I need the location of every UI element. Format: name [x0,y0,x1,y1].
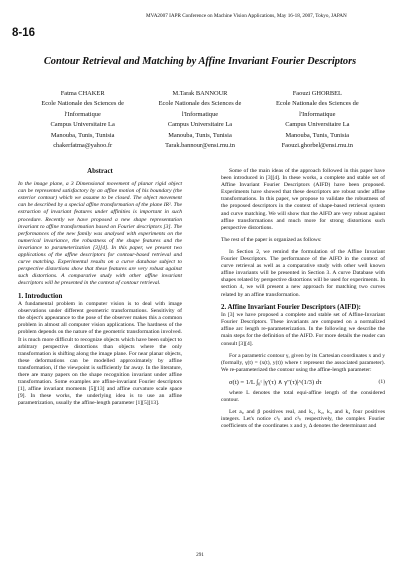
section-2-paragraph: For a parametric contour γ, given by its Cartesian coordinates x and y (formally, γ(t) = (x(t), y(t)) where t represent the associated parameter). We re-parameterized the contour using the affine-length parameter: [221,352,385,373]
abstract-text: In the image plane, a 3 Dimensional movement of planar rigid object can be represented satisfactory by an affine motion of his boundary (the exterior contour) which we assume to be closed. The object movement can be described by a special affine transformation of the plane IR². The extraction of invariant features under affinities is important in such procedure. Recently we have proposed a new shape representation invariant to affine transformation based on Fourier descriptors [3]. The performances of the new family was analysed with experiments on the numerical invariance, the robustness of the shape features and the invariance to parameterization [3][4]. In this paper, we present two applications of the affine descriptors for contour-based retrieval and curve matching. Experimental results on a curve database subject to perspective distortions show that these features are very robust against such distortions. A comparative study with other affine invariant descriptors will be presented in the context of contour retrieval. [18,181,182,287]
conference-header: MVA2007 IAPR Conference on Machine Vision Applications, May 16-18, 2007, Tokyo, JAPAN [146,13,347,19]
section-1-heading: 1. Introduction [18,292,63,300]
author-affiliation: Campus Universitaire La [285,121,350,129]
author-affiliation: Ecole Nationale des Sciences de [41,100,125,108]
equation-formula: σ(t) = 1/L ∫₀ᵗ |γ′(τ) ∧ γ″(τ)|^(1/3) dτ [229,378,322,386]
author-affiliation: l'Informatique [64,110,101,118]
author-affiliation: Ecole Nationale des Sciences de [275,100,359,108]
author-affiliation: Campus Universitaire La [50,121,115,129]
section-2-heading: 2. Affine Invariant Fourier Descriptors (AIFD): [221,303,361,311]
section-1-text: A fundamental problem in computer vision is to deal with image observations under different geometric transformations. Sensitivity of the object's appearance to the pose of the observer makes this a common problem in almost all computer vision applications. The hardness of the problem depends on the nature of the geometric transformation involved. It is much more difficult to recognize objects which have been subject to arbitrary perspective distortions than objects where the only transformation is shifting along the image plane. For near planar objects, these deformations can be modelled approximately by affine transformation, if the viewpoint is sufficiently far away. In the literature, there are many papers on the shape recognition invariant under affine transformation. Some examples are affine-invariant Fourier descriptors [1], affine invariant moments [5][13] and affine curvature scale space [9]. In these works, the underlying idea is to use an affine parametrization, usually the affine-length parameter [1][5][13]. [18,301,182,407]
intro-paragraph: Some of the main ideas of the approach followed in this paper have been introduced in [3][4]. In these works, a complete and stable set of Affine Invariant Fourier Descriptors (AIFD) have been proposed. Experiments have showed that these descriptors are robust under affine transformations. In this paper, we propose to validate the robustness of the proposed descriptors in the context of shape-based retrieval system and curve matching. We will show that the AIFD are very robust against affine transformations and much more for strong distortions such perspective distortions. [221,168,385,231]
author-affiliation: l'Informatique [181,110,219,118]
left-column [18,168,182,413]
section-2-paragraph: In [3] we have proposed a complete and stable set of Affine-Invariant Fourier Descriptors. These invariants are computed on a normalized affine arc length re-parameterization. In the following we describe the main steps for the definition of the AIFD. For more details the reader can consult [3][4]. [221,312,385,347]
organization-paragraph: The rest of the paper is organized as follows: [221,236,322,243]
author-1 [24,89,141,151]
author-name: M.Tarak BANNOUR [172,90,228,97]
author-block [24,89,376,151]
paper-title: Contour Retrieval and Matching by Affine Invariant Fourier Descriptors [43,56,357,67]
author-affiliation: Manouba, Tunis, Tunisia [168,131,232,139]
author-affiliation: l'Informatique [299,110,336,118]
author-email: chakerfatma@yahoo.fr [53,142,113,150]
section-2-paragraph: where L denotes the total equi-affine length of the considered contour. [221,390,385,404]
equation-number: (1) [378,378,385,385]
author-affiliation: Ecole Nationale des Sciences de [158,100,242,108]
author-affiliation: Campus Universitaire La [167,121,233,129]
author-affiliation: Manouba, Tunis, Tunisia [285,131,350,139]
author-2 [141,89,258,151]
right-column [221,168,385,436]
author-email: Tarak.bannour@ensi.rnu.tn [165,142,235,150]
abstract-heading: Abstract [87,168,113,175]
author-name: Faouzi GHORBEL [292,90,342,97]
section-2-paragraph: Let a₀ and β positives real, and k₁, k₂, k₃ and k₄ four positives integers. Let's notice c¹ₖ and c²ₖ respectively, the complex Fourier coefficients of the coordinates x and y, Δ denotes the determinant and [221,409,385,430]
page-footer-number: 291 [196,552,204,558]
author-email: Faouzi.ghorbel@ensi.rnu.tn [281,142,354,150]
author-affiliation: Manouba, Tunis, Tunisia [50,131,115,139]
paper-number: 8-16 [12,27,36,39]
author-3 [259,89,376,151]
author-name: Fatma CHAKER [60,90,105,97]
outline-paragraph: In Section 2, we remind the formulation of the Affine Invariant Fourier Descriptors. The performance of the AIFD in the context of curve retrieval as well as a comparative study with other well known affine invariants will be presented in Section 3. A curve Database with shapes related by perspective distortions will be used for experiments. In section 4, we will present a new approach for matching two curves related by an affine transformation. [221,248,385,298]
equation-1 [229,379,385,386]
